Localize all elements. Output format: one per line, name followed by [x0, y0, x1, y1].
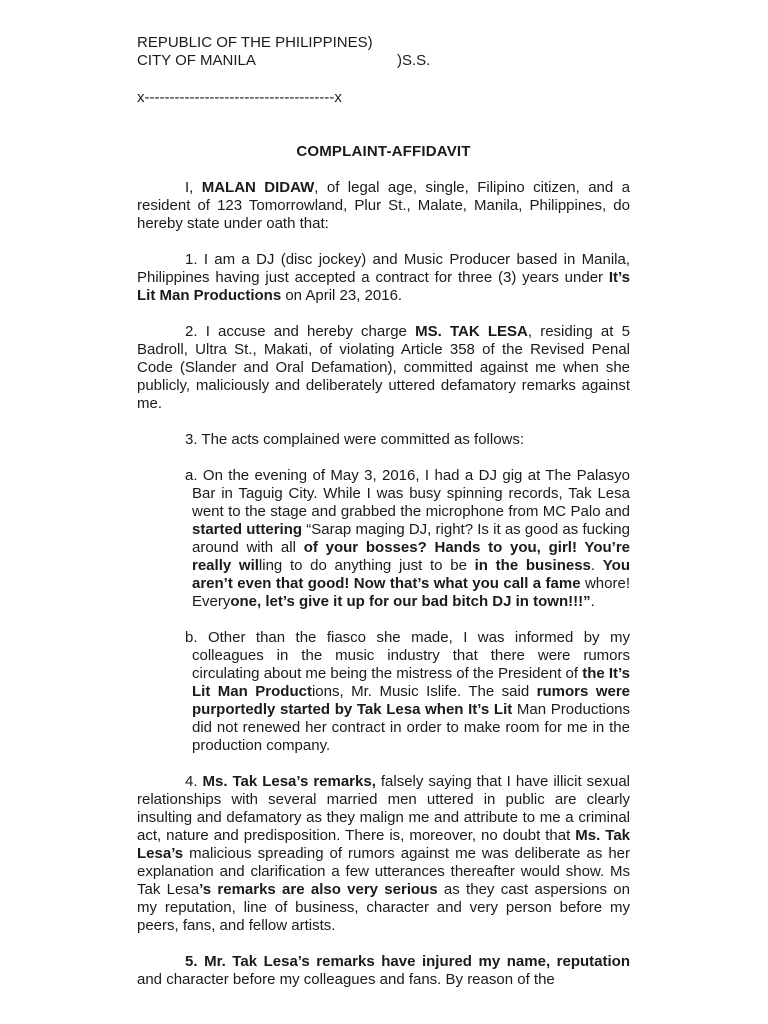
text-run: MALAN DIDAW — [201, 179, 315, 196]
text-run: started uttering — [192, 521, 303, 538]
text-run: . — [590, 593, 595, 610]
scilicet-divider: x--------------------------------------x — [137, 89, 342, 106]
text-run: Man Productions did not renewed her contract in order to make room for me in the production company. — [192, 701, 630, 754]
text-run: It’s Lit Man Productions — [137, 269, 630, 304]
text-run: 1. I am a DJ (disc jockey) and Music Producer based in Manila, Philippines having just accepted a contract for three (3) years under — [137, 251, 630, 286]
text-run: as they cast aspersions on my reputation, line of business, character and very person before my peers, fans, and fellow artists. — [137, 881, 630, 934]
text-run: falsely saying that I have illicit sexual relationships with several married men uttered in public are clearly insulting and defamatory as they malign me and attribute to me a criminal act, nature and predisposition. There is, moreover, no doubt that — [137, 773, 631, 844]
text-run: 5. — [185, 953, 205, 970]
document-header — [137, 34, 630, 107]
text-run: in the business — [474, 557, 591, 574]
text-run: the It’s Lit Man Product — [192, 665, 631, 700]
text-run: a. On the evening of May 3, 2016, I had a DJ gig at The Palasyo Bar in Taguig City. While I was busy spinning records, Tak Lesa went to the stage and grabbed the microphone from MC Palo and — [185, 467, 630, 520]
document-title: COMPLAINT-AFFIDAVIT — [296, 143, 471, 160]
text-run: b. Other than the fiasco she made, I was informed by my colleagues in the music industry that there were rumors circulating about me being the mistress of the President of — [185, 629, 630, 682]
text-run: rumors were purportedly started by Tak Lesa when It’s Lit — [192, 683, 631, 718]
text-run: 4. — [185, 773, 203, 790]
text-run: and character before my colleagues and fans. By reason of the — [137, 971, 555, 988]
text-run: whore! Every — [192, 575, 630, 610]
text-run: Mr. Tak Lesa’s remarks have injured my name, reputation — [204, 953, 630, 970]
text-run: 3. The acts complained were committed as follows: — [185, 431, 525, 448]
text-run: ling to do anything just to be — [258, 557, 475, 574]
text-run: , of legal age, single, Filipino citizen, and a resident of 123 Tomorrowland, Plur St., Malate, Manila, Philippines, do hereby state under oath that: — [137, 179, 630, 232]
paragraph — [185, 629, 631, 755]
text-run: Ms. Tak Lesa’s remarks, — [202, 773, 376, 790]
text-run: You aren’t even that good! Now that’s what you call a fame — [192, 557, 630, 592]
text-run: one, let’s give it up for our bad bitch DJ in town!!!” — [230, 593, 591, 610]
text-run: on April 23, 2016. — [281, 287, 403, 304]
text-run: ’s remarks are also very serious — [199, 881, 438, 898]
text-run: malicious spreading of rumors against me was deliberate as her explanation and clarification a few utterances thereafter would show. Ms Tak Lesa — [137, 845, 630, 898]
text-run: Ms. Tak Lesa’s — [137, 827, 630, 862]
paragraph — [137, 323, 630, 413]
paragraph — [137, 431, 630, 449]
paragraph — [185, 467, 630, 611]
text-run: 2. I accuse and hereby charge — [185, 323, 416, 340]
paragraph — [137, 179, 630, 233]
venue-line-city — [137, 52, 630, 70]
text-run: of your bosses? Hands to you, girl! You’re really wil — [192, 539, 630, 574]
venue-line-republic: REPUBLIC OF THE PHILIPPINES) — [137, 34, 373, 51]
scilicet-text: )S.S. — [397, 52, 431, 69]
text-run: ions, Mr. Music Islife. The said — [311, 683, 537, 700]
text-run: “Sarap maging DJ, right? Is it as good as fucking around with all — [192, 521, 630, 556]
text-run: MS. TAK LESA — [415, 323, 528, 340]
paragraph — [137, 773, 630, 935]
text-run: I, — [185, 179, 202, 196]
document-body — [137, 179, 630, 989]
paragraph — [137, 953, 630, 989]
paragraph — [137, 251, 630, 305]
text-run: . — [590, 557, 603, 574]
venue-city-text: CITY OF MANILA — [137, 52, 256, 69]
text-run: , residing at 5 Badroll, Ultra St., Makati, of violating Article 358 of the Revised Penal Code (Slander and Oral Defamation), committed against me when she publicly, maliciously and deliberately uttered defamatory remarks against me. — [137, 323, 630, 412]
